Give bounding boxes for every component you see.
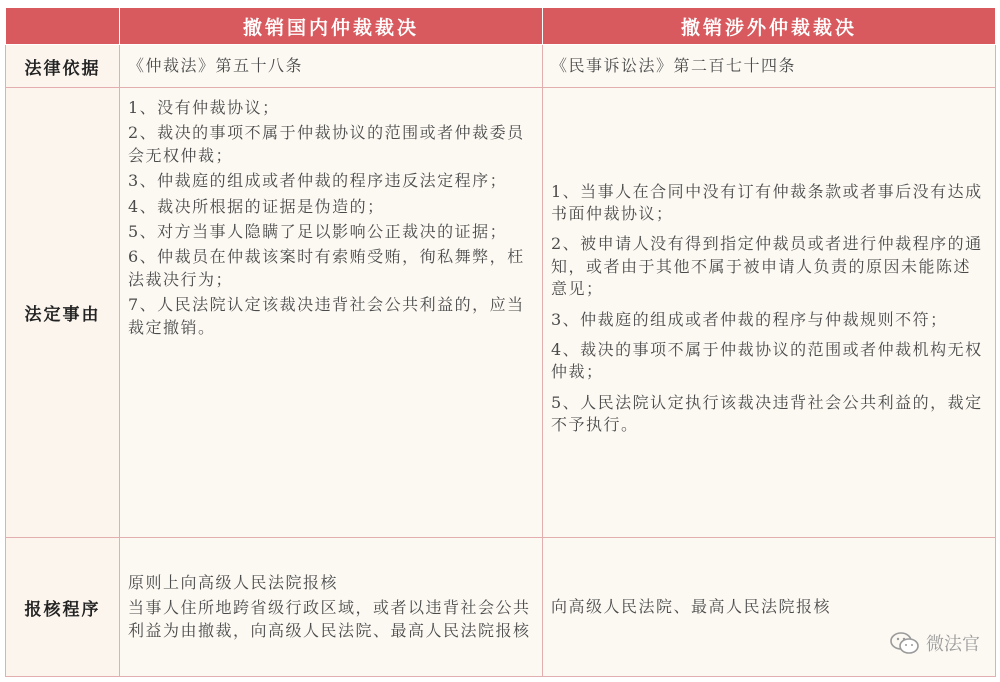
list-item: 5、对方当事人隐瞒了足以影响公正裁决的证据； xyxy=(128,221,508,241)
list-item: 4、裁决的事项不属于仲裁协议的范围或者仲裁机构无权仲裁； xyxy=(551,339,983,382)
statutory-grounds-domestic xyxy=(120,88,543,538)
list-item: 7、人民法院认定该裁决违背社会公共利益的，应当裁定撤销。 xyxy=(128,295,525,337)
list-item: 2、被申请人没有得到指定仲裁员或者进行仲裁程序的通知，或者由于其他不属于被申请人负责的原因未能陈述意见； xyxy=(551,234,983,299)
label-reporting-procedure: 报核程序 xyxy=(6,538,120,677)
list-item: 1、当事人在合同中没有订有仲裁条款或者事后没有达成书面仲裁协议； xyxy=(551,181,983,223)
list-item: 4、裁决所根据的证据是伪造的； xyxy=(128,196,385,216)
row-statutory-grounds xyxy=(6,88,996,538)
list-item: 3、仲裁庭的组成或者仲裁的程序与仲裁规则不符； xyxy=(551,309,948,329)
legal-basis-foreign: 《民事诉讼法》第二百七十四条 xyxy=(543,45,996,88)
header-corner xyxy=(6,8,120,45)
watermark xyxy=(890,630,980,656)
legal-basis-domestic: 《仲裁法》第五十八条 xyxy=(120,45,543,88)
header-row xyxy=(6,8,996,45)
list-item: 6、仲裁员在仲裁该案时有索贿受贿，徇私舞弊，枉法裁决行为； xyxy=(128,247,525,289)
wechat-icon xyxy=(890,631,920,655)
header-domestic: 撤销国内仲裁裁决 xyxy=(120,8,543,45)
row-legal-basis xyxy=(6,45,996,88)
comparison-table-wrapper xyxy=(5,7,995,677)
reporting-procedure-domestic xyxy=(120,538,543,677)
list-item: 5、人民法院认定执行该裁决违背社会公共利益的，裁定不予执行。 xyxy=(551,392,983,435)
list-item: 2、裁决的事项不属于仲裁协议的范围或者仲裁委员会无权仲裁； xyxy=(128,123,525,165)
watermark-text: 微法官 xyxy=(926,634,980,655)
reporting-procedure-foreign: 向高级人民法院、最高人民法院报核 xyxy=(543,538,996,677)
list-item: 1、没有仲裁协议； xyxy=(128,98,280,117)
label-legal-basis: 法律依据 xyxy=(6,45,120,88)
statutory-grounds-foreign xyxy=(543,88,996,538)
header-foreign: 撤销涉外仲裁裁决 xyxy=(543,8,996,45)
list-item: 3、仲裁庭的组成或者仲裁的程序违反法定程序； xyxy=(128,171,508,191)
list-item: 原则上向高级人民法院报核 xyxy=(128,572,339,592)
list-item: 当事人住所地跨省级行政区域，或者以违背社会公共利益为由撤裁，向高级人民法院、最高人民法院报核 xyxy=(128,598,531,640)
comparison-table xyxy=(5,7,996,677)
label-statutory-grounds: 法定事由 xyxy=(6,88,120,538)
row-reporting-procedure xyxy=(6,538,996,677)
